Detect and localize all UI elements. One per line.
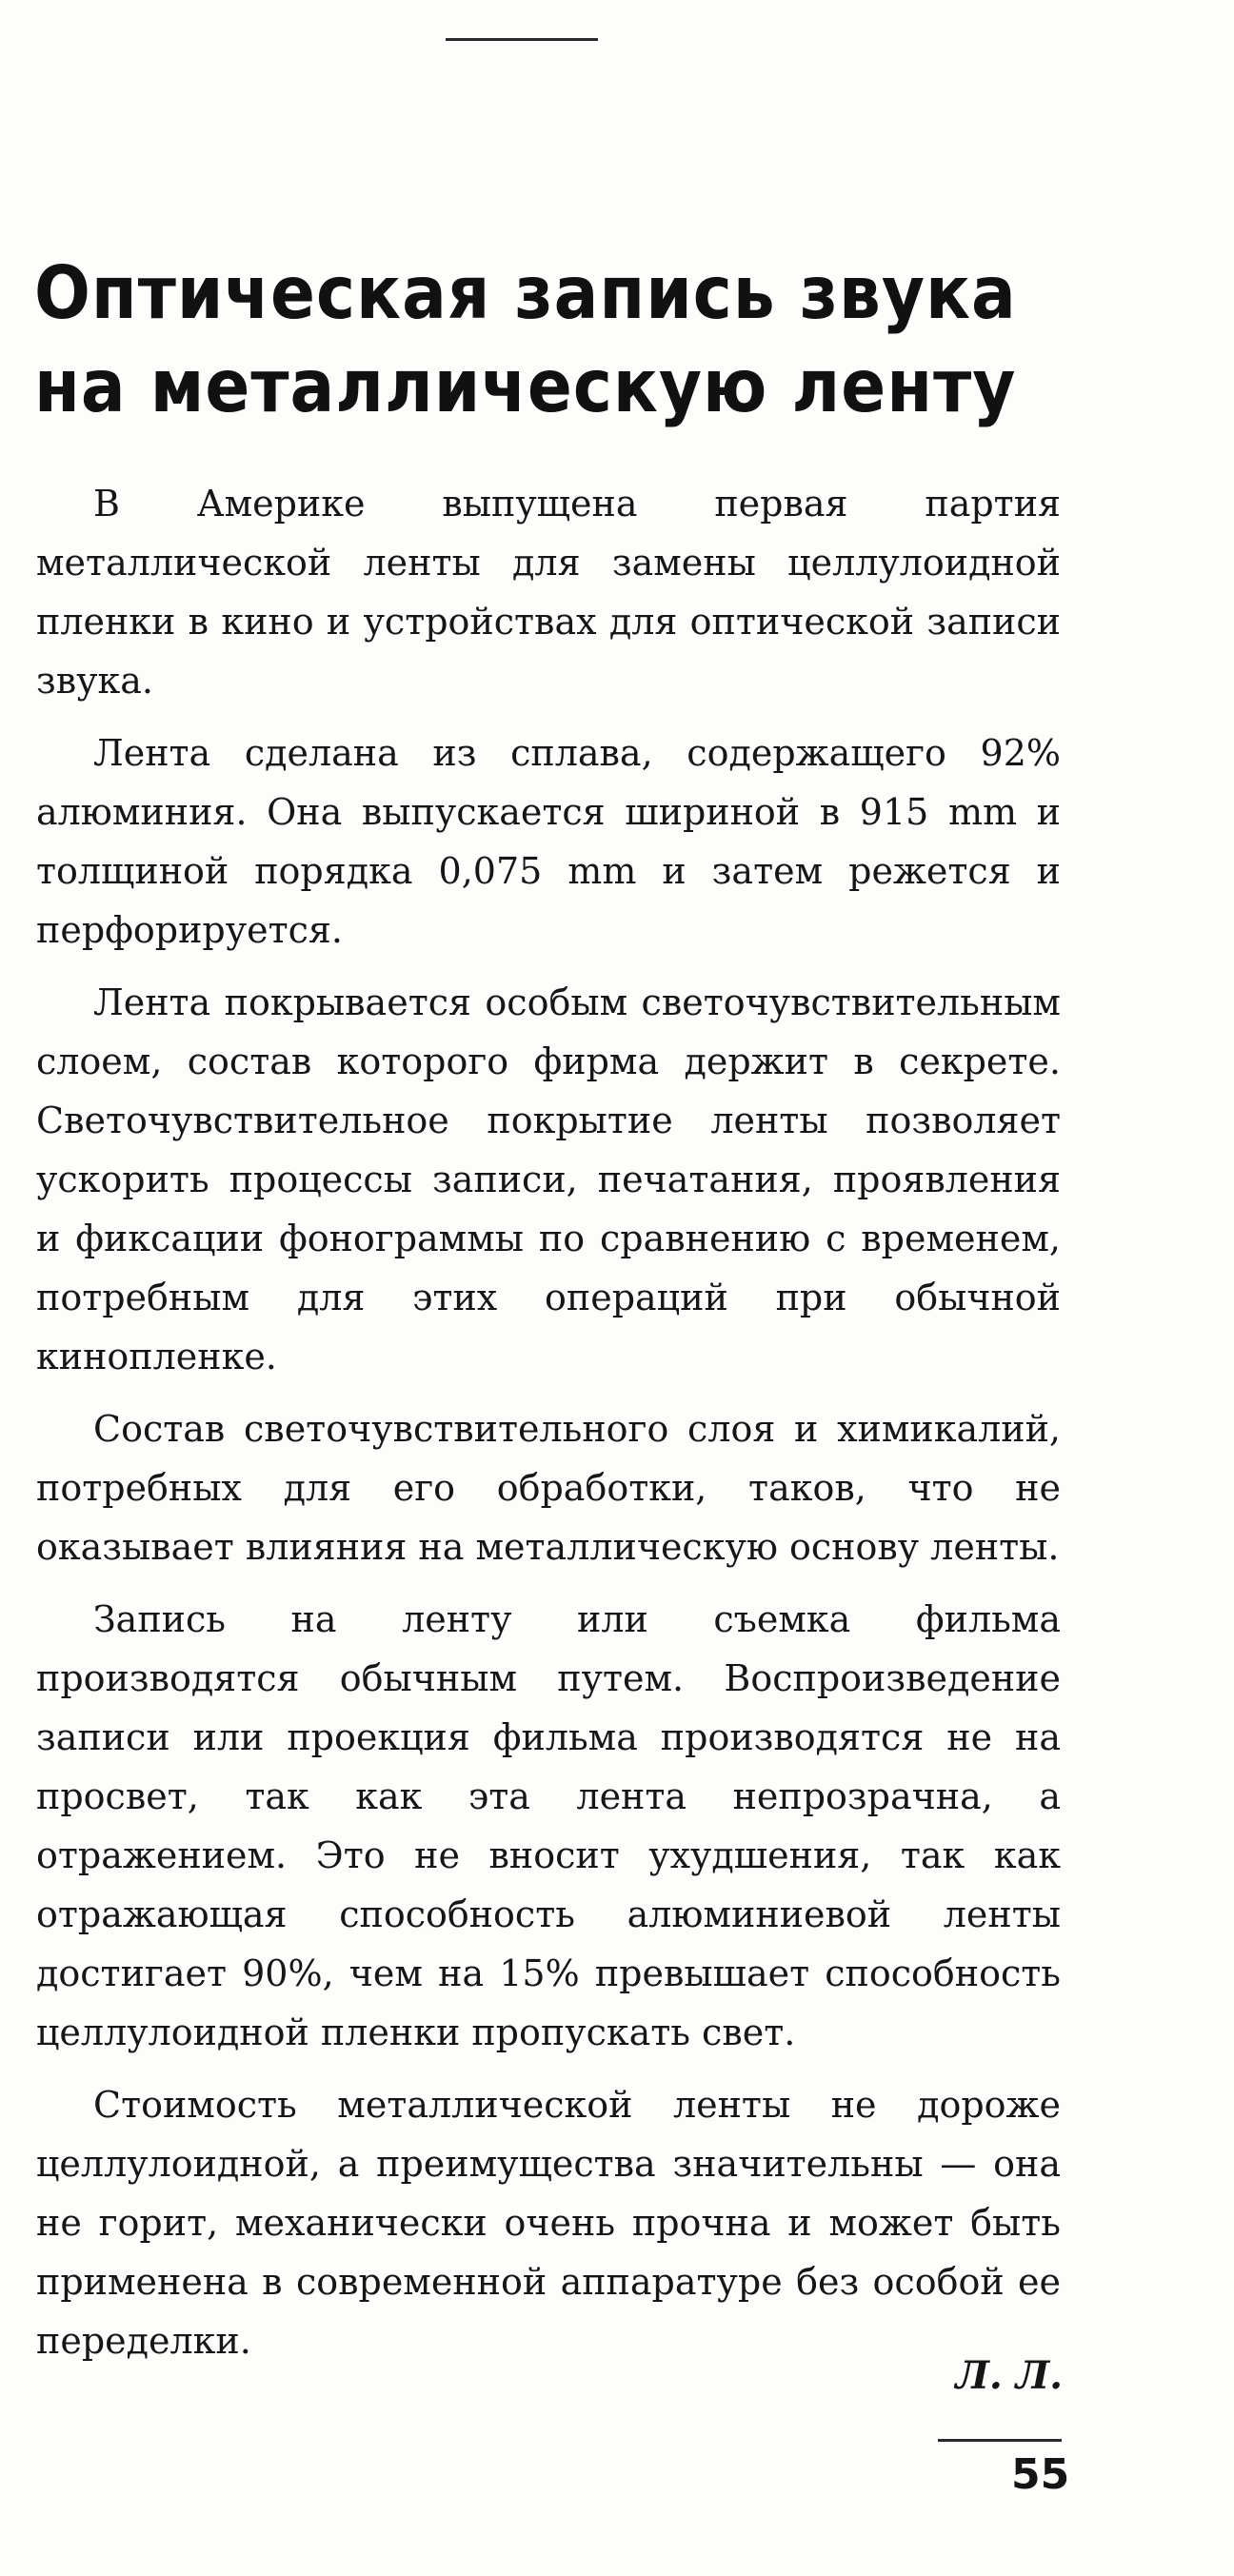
top-rule xyxy=(446,38,598,41)
article-title xyxy=(34,248,1063,434)
article-paragraph: Запись на ленту или съемка фильма производятся обычным путем. Воспроизведение записи или проекция фильма производятся не на просвет, так как эта лента непрозрачна, а отражением. Это не вносит ухудшения, так как отражающая способность алюминиевой ленты достигает 90%, чем на 15% превышает способность целлулоидной пленки пропускать свет. xyxy=(36,1598,1061,2053)
article-paragraph: Состав светочувствительного слоя и химикалий, потребных для его обработки, таков, что не оказывает влияния на металлическую основу ленты. xyxy=(36,1408,1061,1568)
author-initials: Л. Л. xyxy=(955,2353,1063,2398)
article-body xyxy=(36,474,1061,2384)
article-title-line-1: Оптическая запись звука xyxy=(34,251,1017,336)
article-paragraph: В Америке выпущена первая партия металлической ленты для замены целлулоидной пленки в кино и устройствах для оптической записи звука. xyxy=(36,483,1061,702)
article-paragraph: Лента сделана из сплава, содержащего 92% алюминия. Она выпускается шириной в 915 mm и толщиной порядка 0,075 mm и затем режется и перфорируется. xyxy=(36,732,1061,951)
bottom-rule xyxy=(938,2439,1062,2442)
article-title-line-2: на металлическую ленту xyxy=(34,345,1017,429)
article-paragraph: Стоимость металлической ленты не дороже целлулоидной, а преимущества значительны — она не горит, механически очень прочна и может быть применена в современной аппаратуре без особой ее переделки. xyxy=(36,2084,1061,2362)
page-number: 55 xyxy=(1011,2450,1070,2499)
article-paragraph: Лента покрывается особым светочувствительным слоем, состав которого фирма держит в секрете. Светочувствительное покрытие ленты позволяет ускорить процессы записи, печатания, проявления и фиксации фонограммы по сравнению с временем, потребным для этих операций при обычной кинопленке. xyxy=(36,981,1061,1377)
